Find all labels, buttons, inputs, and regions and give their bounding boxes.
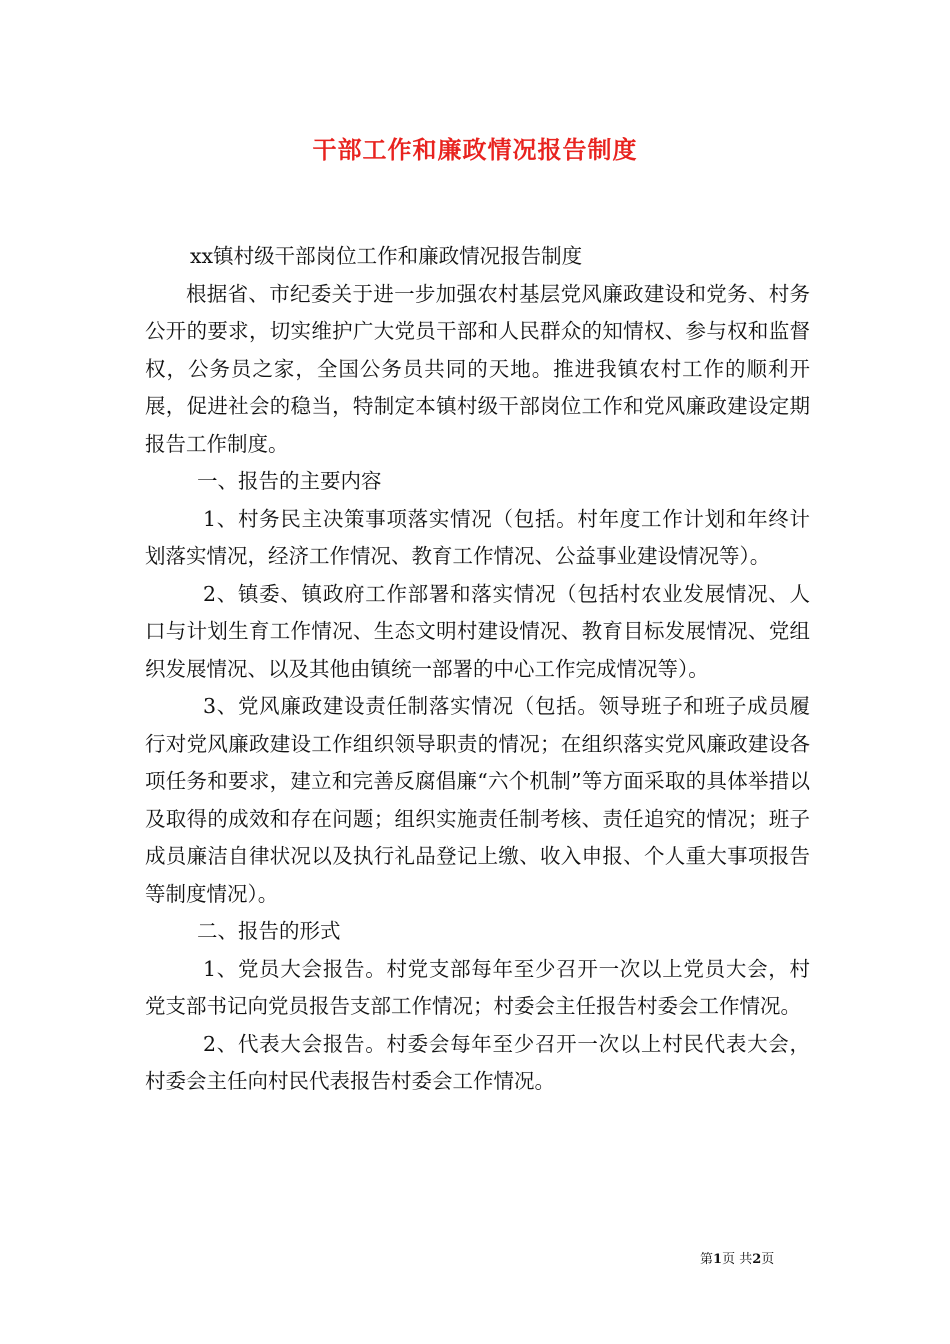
footer-total-pages: 2 <box>752 1252 762 1267</box>
footer-suffix: 页 <box>761 1252 775 1267</box>
footer-middle: 页 共 <box>722 1252 753 1267</box>
paragraph-intro: 根据省、市纪委关于进一步加强农村基层党风廉政建设和党务、村务公开的要求，切实维护广大党员干部和人民群众的知情权、参与权和监督权，公务员之家，全国公务员共同的天地。推进我镇农村工作的顺利开展，促进社会的稳当，特制定本镇村级干部岗位工作和党风廉政建设定期报告工作制度。 <box>145 281 810 456</box>
paragraph-form-1: 1、党员大会报告。村党支部每年至少召开一次以上党员大会，村党支部书记向党员报告支部工作情况；村委会主任报告村委会工作情况。 <box>145 956 810 1018</box>
paragraph-item-2: 2、镇委、镇政府工作部署和落实情况（包括村农业发展情况、人口与计划生育工作情况、生态文明村建设情况、教育目标发展情况、党组织发展情况、以及其他由镇统一部署的中心工作完成情况等）。 <box>145 581 810 681</box>
document-title: 干部工作和廉政情况报告制度 <box>312 135 638 164</box>
paragraph-form-2: 2、代表大会报告。村委会每年至少召开一次以上村民代表大会，村委会主任向村民代表报告村委会工作情况。 <box>145 1031 810 1093</box>
paragraph-item-3: 3、党风廉政建设责任制落实情况（包括。领导班子和班子成员履行对党风廉政建设工作组织领导职责的情况；在组织落实党风廉政建设各项任务和要求，建立和完善反腐倡廉“六个机制”等方面采取的具体举措以及取得的成效和存在问题；组织实施责任制考核、责任追究的情况；班子成员廉洁自律状况以及执行礼品登记上缴、收入申报、个人重大事项报告等制度情况）。 <box>145 694 810 906</box>
document-subtitle: xx镇村级干部岗位工作和廉政情况报告制度 <box>190 244 583 268</box>
section-heading-content: 一、报告的主要内容 <box>197 469 382 493</box>
footer-prefix: 第 <box>700 1252 714 1267</box>
document-body <box>145 238 810 1101</box>
page-number-footer <box>700 1252 820 1268</box>
footer-page-number: 1 <box>713 1252 723 1267</box>
paragraph-item-1: 1、村务民主决策事项落实情况（包括。村年度工作计划和年终计划落实情况，经济工作情况、教育工作情况、公益事业建设情况等）。 <box>145 506 810 568</box>
section-heading-form: 二、报告的形式 <box>197 919 341 943</box>
